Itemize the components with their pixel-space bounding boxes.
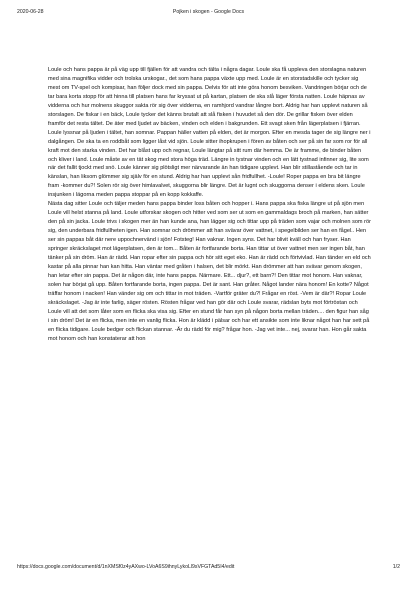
paragraph: Loule och hans pappa är på väg upp till fjällen för att vandra och tälta i några dagar. Loule ska få uppleva den storslagna naturen med sina magnifika vidder och trolska urskogar., det som hans pappa växte upp med. Loule är en storstadskille och tycker sig mest om TV-spel och kompisar, han följer dock med sin pappa. Delvis för att inte göra honom besviken. Vandringen börjar och de tar bara korta stopp för att hinna till platsen hans far kryssat ut på kartan, platsen de ska slå läger första natten. Loule häpnas av vidderna och hur molnens skuggor sakta rör sig över vidderna, en ramhjord vandrar långre bort. Aldrig har han upplevt naturen så storslagen. De fiskar i en bäck, Loule tycker det känns brutalt att slå fisken i huvudet så den dör. De grillar fisken över elden framför det resta tältet. De äter med ljudet av bäcken, vinden och elden i bakgrunden. Ett svagt sken från lägerplatsen i fjärran. Loule lyssnar på ljuden i tältet, han somnar. Pappan häller vatten på elden, det är morgon. Efter en mesda tager de sig längre ner i dalgången. De ska ta en roddbåt som ligger låst vid sjön. Loule sitter ihopkrupen i fören av båten och ser på sin far som ror för all kraft mot den starka vinden. Det har blåst upp och regnar, Loule längtar på sitt rum där hemma. De är framme, de binder båten och kliver i land. Loule måste av en tät skog med stora höga träd. Längre in tystnar vinden och en lätt tystnad infinner sig, lite som när det fallit tjockt med snö. Loule känner sig plötsligt mer närvarande än han tidigare upplevt. Han blir stillastående och tar in känslan, han liksom glömmer sig själv för en stund. Aldrig har han upplevt sån fridfullhet. -Loule! Roper pappa en bra bit längre fram -kommer du?! Solen rör sig över himlavalvet, skuggorna blir längre. Det är lugnt och skuggorna denser i eldens sken. Loule insjunken i lägorna meden pappa stoppar på en kopp kokkaffe. xyxy=(48,67,371,199)
document-body xyxy=(48,66,371,344)
paragraph: Nästa dag sitter Loule och täljer meden hans pappa binder loss båten och hopper i. Hans pappa ska fiska längre ut på sjön men Loule vill helst stanna på land. Loule utforskar skogen och hitter ved som ser ut som en gammaldags broch på marken, han sätter den på sin jacka. Loule trivs i skogen mer än han kunde ana, han lägger sig och tittar upp på träden som vajar och molnen som rör sig, den underbara fridfullheten igen. Han somnar och drömmer att han svävar över vattnet, i spegelbilden ser han en fågel.. Hen ser sin pappas båt där nere uppochnervänd i sjön! Fotsteg! Han vaknar. Ingen syns. Det har blivit kväll och han fryser. Han springer skräckslaget mot lägerplatsen, den är tom... Båten är fortfarande borta. Han tittar ut över vattnet men ser ingen båt, han tänker på sin dröm. Han är rädd. Han ropar efter sin pappa och hör sitt eget eko. Han är rädd och förtvivlad. Han tänder en eld och kastar på alla pinnar han kan hitta. Han väntar med gråten i halsen, det blir mörkt. Han drömmer att han svävar genom skogen, han letar efter sin pappa. Det är någon där, inte hans pappa. Närmare. Ett... djur?, ett barn?! Den tittar mot honom. Han vaknar, solen har börjat gå upp. Båten fortfarande borta, ingen pappa. Det är sant. Han gråter. Något lander nära honom! En kotte? Något träffar honom i nacken! Han vänder sig om och tittar in mot träden. -Vartför gräter du?! Frågar en röst. -Vem är där?! Ropar Loule skräckslaget. -Jag är inte farlig, säger rösten. Rösten frågar ved han gör där och Loule svarar, rädslan byts mot förtröstan och Loule vill att det som låter som en flicka ska visa sig. Efter en stund får han syn på någon borta mellan träden.... den figur han såg i sin dröm! Det är en flicka, men inte en vanlig flicka. Hon är klädd i pälsar och har ett ansikte som inte liknar något han har sett på en flicka tidigare. Loule bedger och flickan stannar. -Är du rädd för mig? frågar hon. -Jag vet inte... nej, svarar han. Hon går sakta mot honom och han konstaterar att hon xyxy=(48,201,371,342)
print-footer xyxy=(17,564,400,574)
document-title: Pojken i skogen - Google Docs xyxy=(172,9,245,15)
print-date: 2020-06-28 xyxy=(17,9,44,15)
print-header xyxy=(17,9,400,19)
page-number: 1/2 xyxy=(392,564,400,570)
document-url: https://docs.google.com/document/d/1nXMSf0z4yAXwo-LVoA6S9ihnyLykoLl9sVFGTAd5I4/edit xyxy=(17,564,235,570)
